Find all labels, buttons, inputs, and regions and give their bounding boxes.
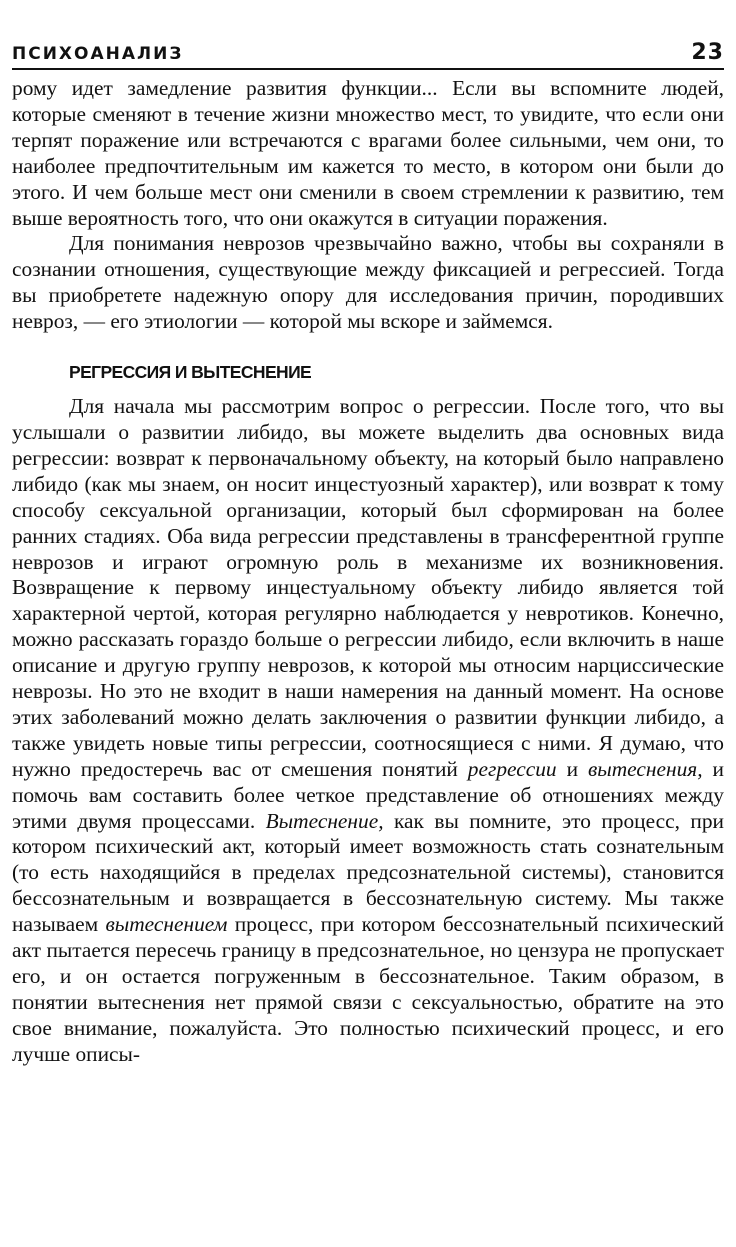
section-heading: РЕГРЕССИЯ И ВЫТЕСНЕНИЕ (69, 362, 312, 383)
italic-term-repression-definition: Вытеснение, (265, 808, 384, 833)
running-title: ПСИХОАНАЛИЗ (12, 44, 184, 64)
body-text (12, 76, 724, 1068)
paragraph-continuation: рому идет замедление развития функции... Если вы вспомните людей, которые сменяют в течение жизни множество мест, то увидите, что если они терпят поражение или встречаются с врагами более сильными, чем они, то наиболее предпочтительным им кажется то место, в котором они были до этого. И чем больше мест они сменили в своем стремлении к развитию, тем выше вероятность того, что они окажутся в ситуации поражения. (12, 76, 724, 230)
text-run: и помочь вам составить более четкое представление об отношениях между этими двумя процессами. (12, 756, 724, 833)
italic-term-regression: регрессии (467, 756, 557, 781)
paragraph-regression-repression (12, 394, 724, 1068)
text-run: Для начала мы рассмотрим вопрос о регрессии. После того, что вы услышали о развитии либидо, вы можете выделить два основных вида регрессии: возврат к первоначальному объекту, на который было направлено либидо (как мы знаем, он носит инцестуозный характер), или возврат к тому способу сексуальной организации, который был сформирован на более ранних стадиях. Оба вида регрессии представлены в трансферентной группе неврозов и играют огромную роль в механизме их возникновения. Возвращение к первому инцестуальному объекту либидо является той характерной чертой, которая регулярно наблюдается у невротиков. Конечно, можно рассказать гораздо больше о регрессии либидо, если включить в наше описание и другую группу неврозов, к которой мы относим нарциссические неврозы. Но это не входит в наши намерения на данный момент. На основе этих заболеваний можно делать заключения о развитии функции либидо, а также увидеть новые типы регрессии, соотносящиеся с ними. Я думаю, что нужно предостеречь вас от смешения понятий (12, 394, 724, 781)
text-run: процесс, при котором бессознательный психический акт пытается пересечь границу в предсознательное, но цензура не пропускает его, и он остается погруженным в бессознательное. Таким образом, в понятии вытеснения нет прямой связи с сексуальностью, обратите на это свое внимание, пожалуйста. Это полностью психический процесс, и его лучше описы- (12, 912, 724, 1066)
text-run: как вы помните, это процесс, при котором психический акт, который имеет возможность стать сознательным (то есть находящийся в пределах предсознательной системы), становится бессознательным и возвращается в бессознательную систему. Мы также называем (12, 808, 724, 937)
text-run: и (566, 756, 579, 781)
book-page (12, 40, 724, 1240)
italic-term-repression-second: вытеснением (105, 912, 228, 937)
page-number: 23 (691, 40, 724, 65)
italic-term-repression: вытеснения, (587, 756, 703, 781)
running-head (12, 40, 724, 70)
paragraph-fixation-regression: Для понимания неврозов чрезвычайно важно, чтобы вы сохраняли в сознании отношения, существующие между фиксацией и регрессией. Тогда вы приобретете надежную опору для исследования причин, породивших невроз, — его этиологии — которой мы вскоре и займемся. (12, 231, 724, 334)
